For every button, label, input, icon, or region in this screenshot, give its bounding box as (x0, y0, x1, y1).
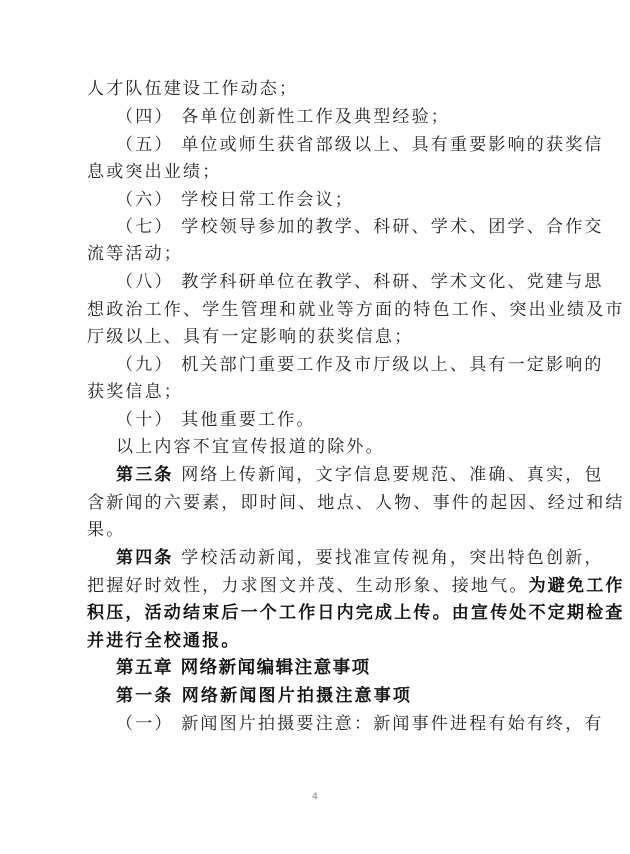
list-item-6: （六） 学校日常工作会议； (116, 190, 355, 210)
text-line: 厅级以上、具有一定影响的获奖信息； (87, 327, 414, 347)
chapter-5-article-1 (116, 685, 586, 707)
text-line: 人才队伍建设工作动态； (87, 79, 299, 99)
article-3-line-1 (116, 464, 604, 486)
list-item-5: （五） 单位或师生获省部级以上、具有重要影响的获奖信 (116, 135, 604, 155)
list-item-4: （四） 各单位创新性工作及典型经验； (116, 107, 451, 127)
article-4-text: 学校活动新闻，要找准宣传视角，突出特色创新， (173, 548, 604, 568)
chapter-5-article-1-title: 网络新闻图片拍摄注意事项 (173, 686, 413, 706)
article-4-line-1 (116, 547, 604, 569)
text-line: 果。 (87, 520, 126, 540)
article-3-text: 网络上传新闻，文字信息要规范、准确、真实，包 (173, 465, 604, 485)
text-line: 以上内容不宜宣传报道的除外。 (116, 437, 385, 457)
chapter-5-item-1: （一） 新闻图片拍摄要注意：新闻事件进程有始有终，有 (116, 714, 604, 734)
chapter-5-article-1-label: 第一条 (116, 686, 174, 706)
article-3-label: 第三条 (116, 465, 174, 485)
list-item-7: （七） 学校领导参加的教学、科研、学术、团学、合作交 (116, 217, 604, 237)
article-4-emphasis: 为避免工作 (528, 576, 625, 596)
text-line: 获奖信息； (87, 382, 183, 402)
chapter-5-heading: 第五章 网络新闻编辑注意事项 (116, 658, 371, 678)
text-line: 流等活动； (87, 244, 183, 264)
article-4-emphasis: 并进行全校通报。 (87, 631, 241, 651)
list-item-8: （八） 教学科研单位在教学、科研、学术文化、党建与思 (116, 272, 604, 292)
article-4-text: 把握好时效性，力求图文并茂、生动形象、接地气。 (87, 576, 529, 596)
page-number: 4 (312, 792, 318, 802)
list-item-10: （十） 其他重要工作。 (116, 410, 316, 430)
text-line: 息或突出业绩； (87, 162, 222, 182)
article-4-label: 第四条 (116, 548, 174, 568)
article-4-line-2 (87, 575, 625, 597)
text-line: 想政治工作、学生管理和就业等方面的特色工作、突出业绩及市 (87, 300, 625, 320)
text-line: 含新闻的六要素，即时间、地点、人物、事件的起因、经过和结 (87, 493, 625, 513)
article-4-emphasis: 积压，活动结束后一个工作日内完成上传。由宣传处不定期检查 (87, 603, 625, 623)
list-item-9: （九） 机关部门重要工作及市厅级以上、具有一定影响的 (116, 355, 604, 375)
